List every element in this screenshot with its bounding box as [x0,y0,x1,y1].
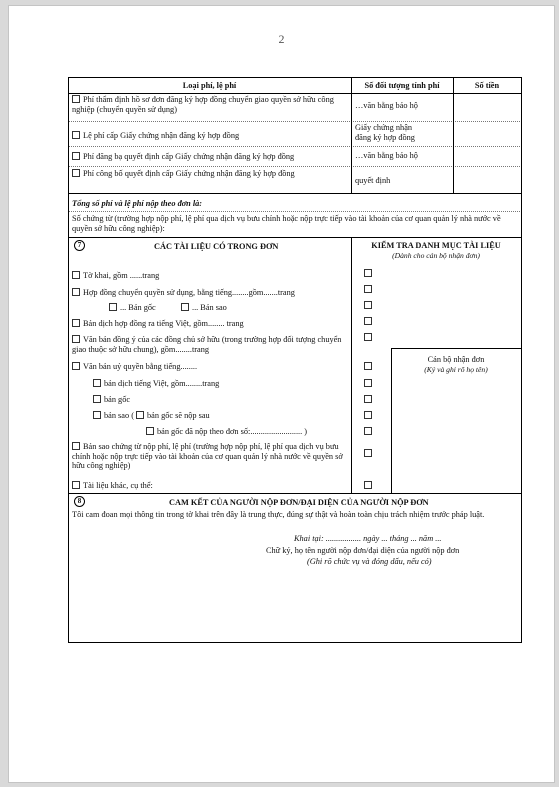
checkbox[interactable] [72,131,80,139]
check-poa-translation-checkbox[interactable] [364,379,372,387]
fee-name: Phí công bố quyết định cấp Giấy chứng nhận đăng ký hợp đồng [83,169,295,178]
fee-row [72,95,350,114]
checkbox[interactable] [72,169,80,177]
item-label: bản gốc sẽ nộp sau [147,411,210,420]
fee-row [72,152,350,162]
poa-original-item [93,395,130,405]
item-label: ... Bản gốc [120,303,156,312]
contract-item [72,288,295,298]
signature-label: Chữ ký, họ tên người nộp đơn/đại diện của người nộp đơn [266,546,460,555]
fee-row [72,169,342,179]
place-date-line: Khai tại: ................. ngày ... tháng ... năm ... [294,534,442,543]
amount-column-header: Số tiền [474,81,500,90]
document-page [8,5,555,783]
officer-title: Cán bộ nhận đơn [427,355,485,364]
item-label: Hợp đồng chuyển quyền sử dụng, bằng tiếng........gồm.......trang [83,288,295,297]
poa-translation-item [93,379,219,389]
item-label: bản gốc đã nộp theo đơn số:......................... ) [157,427,308,436]
check-poa-original-checkbox[interactable] [364,395,372,403]
translation-item [72,319,244,329]
checkbox[interactable] [93,411,101,419]
check-translation-checkbox[interactable] [364,317,372,325]
check-poa-checkbox[interactable] [364,362,372,370]
check-consent-checkbox[interactable] [364,333,372,341]
checkbox[interactable] [136,411,144,419]
checkbox[interactable] [72,319,80,327]
item-label: bản dịch tiếng Việt, gồm........trang [104,379,220,388]
declaration-item [72,271,159,281]
check-list-subtitle: (Dành cho cán bộ nhận đơn) [392,251,480,260]
check-poa-submitted-checkbox[interactable] [364,427,372,435]
receipt-number-text: Số chứng từ (trường hợp nộp phí, lệ phí qua dịch vụ bưu chính hoặc nộp trực tiếp vào tài khoản của cơ quan quản lý nhà nước về quyền sở hữu công nghiệp): [72,214,501,233]
item-label: bản sao ( [104,411,134,420]
checkbox[interactable] [72,442,80,450]
checkbox[interactable] [72,271,80,279]
checkbox[interactable] [109,303,117,311]
fee-count: …văn bằng bảo hộ [355,151,418,160]
section-8-marker: 8 [74,496,85,507]
fee-row [72,131,350,141]
checkbox[interactable] [181,303,189,311]
checkbox[interactable] [72,288,80,296]
fee-name: Lệ phí cấp Giấy chứng nhận đăng ký hợp đồng [83,131,240,140]
item-label: bản gốc [104,395,131,404]
checkbox[interactable] [146,427,154,435]
checkbox[interactable] [72,362,80,370]
fee-count: Giấy chứng nhận đăng ký hợp đồng [355,123,415,142]
commitment-title: CAM KẾT CỦA NGƯỜI NỘP ĐƠN/ĐẠI DIỆN CỦA NGƯỜI NỘP ĐƠN [169,498,429,507]
fee-count: …văn bằng bảo hộ [355,101,418,110]
fee-count: quyết định [355,176,391,185]
count-column-header: Số đối tượng tính phí [364,81,440,90]
fee-name: Phí thẩm định hồ sơ đơn đăng ký hợp đồng chuyển giao quyền sở hữu công nghiệp (chuyển quyền sử dụng) [72,95,334,114]
check-other-checkbox[interactable] [364,481,372,489]
other-documents-item [72,481,153,491]
checkbox[interactable] [93,395,101,403]
check-fee-receipt-checkbox[interactable] [364,449,372,457]
item-label: ... Bản sao [192,303,227,312]
consent-item [72,335,342,354]
check-list-title: KIỂM TRA DANH MỤC TÀI LIỆU [371,241,501,250]
poa-item [72,362,197,372]
checkbox[interactable] [72,481,80,489]
fee-name: Phí đăng bạ quyết định cấp Giấy chứng nhận đăng ký hợp đồng [83,152,295,161]
fee-column-header: Loại phí, lệ phí [182,81,237,90]
checkbox[interactable] [93,379,101,387]
check-poa-copy-checkbox[interactable] [364,411,372,419]
poa-copy-submitted-item [146,427,307,437]
officer-subtitle: (Ký và ghi rõ họ tên) [424,365,488,374]
documents-title: CÁC TÀI LIỆU CÓ TRONG ĐƠN [154,242,279,251]
item-label: Văn bản uỷ quyền bằng tiếng........ [83,362,198,371]
contract-copy-item [181,303,227,313]
poa-copy-item [93,411,210,421]
commitment-text: Tôi cam đoan mọi thông tin trong tờ khai trên đây là trung thực, đúng sự thật và hoàn toàn chịu trách nhiệm trước pháp luật. [72,510,485,519]
item-label: Tài liệu khác, cụ thể: [83,481,153,490]
fee-total-label: Tổng số phí và lệ phí nộp theo đơn là: [72,199,203,208]
check-contract-checkbox[interactable] [364,285,372,293]
item-label: Tờ khai, gồm ......trang [83,271,160,280]
page-number: 2 [278,32,285,46]
checkbox[interactable] [72,152,80,160]
contract-original-item [109,303,156,313]
check-declaration-checkbox[interactable] [364,269,372,277]
signature-note: (Ghi rõ chức vụ và đóng dấu, nếu có) [307,557,432,566]
item-label: Bản dịch hợp đồng ra tiếng Việt, gồm........ trang [83,319,244,328]
checkbox[interactable] [72,95,80,103]
section-7-marker: 7 [74,240,85,251]
item-label: Bản sao chứng từ nộp phí, lệ phí (trường hợp nộp phí, lệ phí qua dịch vụ bưu chính hoặc nộp trực tiếp vào tài khoản của cơ quan quản lý nhà nước về quyền sở hữu công nghiệp) [72,442,343,471]
fee-receipt-item [72,442,349,471]
check-contract-copy-checkbox[interactable] [364,301,372,309]
item-label: Văn bản đồng ý của các đồng chủ sở hữu (trong trường hợp đối tượng chuyển giao thuộc sở hữu chung), gồm........trang [72,335,342,354]
checkbox[interactable] [72,335,80,343]
